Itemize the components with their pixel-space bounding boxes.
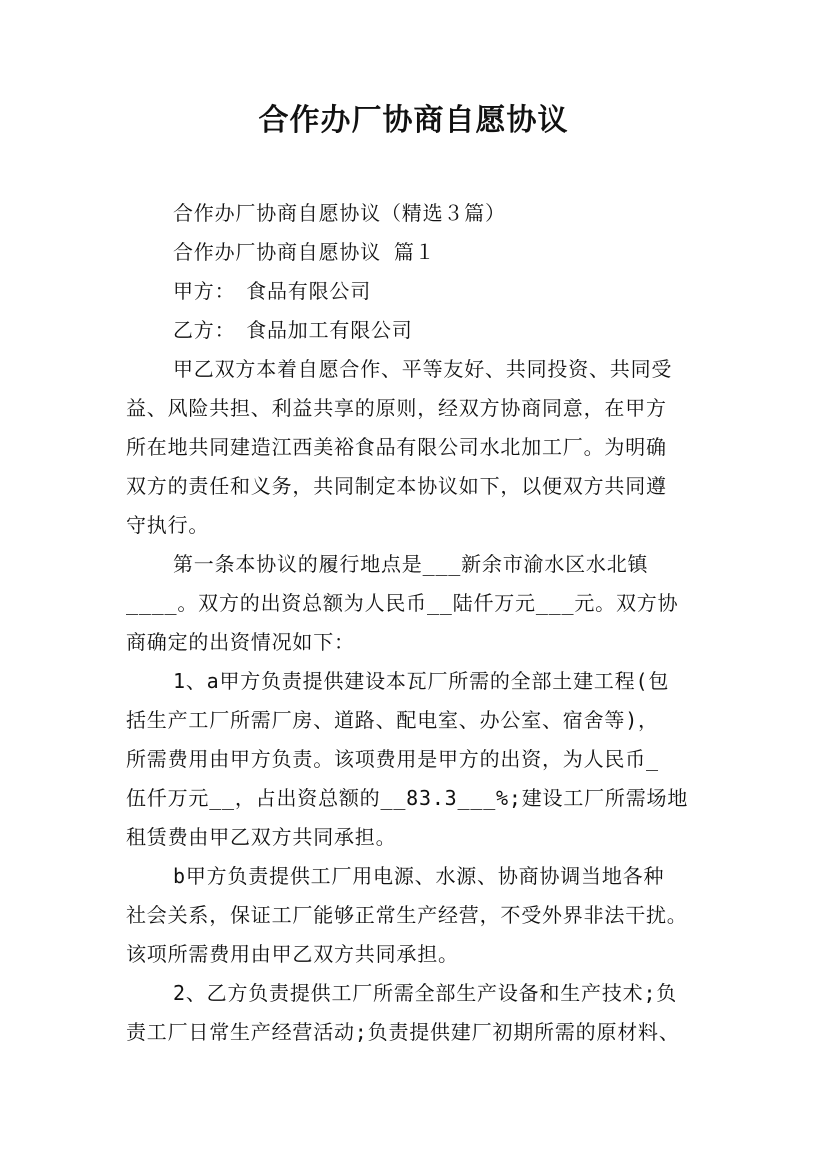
clause-line: 租赁费由甲乙双方共同承担。 bbox=[126, 825, 397, 849]
section-heading: 合作办厂协商自愿协议 篇１ bbox=[173, 240, 436, 264]
paragraph-line: 甲乙双方本着自愿合作、平等友好、共同投资、共同受 bbox=[173, 357, 673, 381]
clause-line: 社会关系，保证工厂能够正常生产经营，不受外界非法干扰。 bbox=[126, 903, 688, 927]
clause-line: 责工厂日常生产经营活动;负责提供建厂初期所需的原材料、 bbox=[126, 1020, 680, 1044]
document-body bbox=[126, 194, 712, 1052]
paragraph-line: 双方的责任和义务，共同制定本协议如下，以便双方共同遵 bbox=[126, 474, 667, 498]
party-a-line: 甲方： 食品有限公司 bbox=[173, 279, 371, 303]
paragraph-line: 守执行。 bbox=[126, 513, 210, 537]
clause-line: 1、a甲方负责提供建设本瓦厂所需的全部土建工程(包 bbox=[173, 669, 670, 693]
paragraph-line: 益、风险共担、利益共享的原则，经双方协商同意，在甲方 bbox=[126, 396, 667, 420]
clause-line: 商确定的出资情况如下： bbox=[126, 630, 355, 654]
clause-line: 该项所需费用由甲乙双方共同承担。 bbox=[126, 942, 459, 966]
clause-line: 括生产工厂所需厂房、道路、配电室、办公室、宿舍等)， bbox=[126, 708, 659, 732]
clause-line: b甲方负责提供工厂用电源、水源、协商协调当地各种 bbox=[173, 864, 665, 888]
subtitle-line: 合作办厂协商自愿协议（精选３篇） bbox=[173, 201, 506, 225]
paragraph-line: 所在地共同建造江西美裕食品有限公司水北加工厂。为明确 bbox=[126, 435, 667, 459]
clause-line: 第一条本协议的履行地点是___新余市渝水区水北镇 bbox=[173, 552, 649, 576]
party-b-line: 乙方： 食品加工有限公司 bbox=[173, 318, 413, 342]
clause-line: 伍仟万元__，占出资总额的__83.3___%;建设工厂所需场地 bbox=[126, 786, 689, 810]
clause-line: ____。双方的出资总额为人民币__陆仟万元___元。双方协 bbox=[126, 591, 679, 615]
clause-line: 2、乙方负责提供工厂所需全部生产设备和生产技术;负 bbox=[173, 981, 678, 1005]
document-title: 合作办厂协商自愿协议 bbox=[258, 103, 569, 138]
clause-line: 所需费用由甲方负责。该项费用是甲方的出资，为人民币_ bbox=[126, 747, 659, 771]
